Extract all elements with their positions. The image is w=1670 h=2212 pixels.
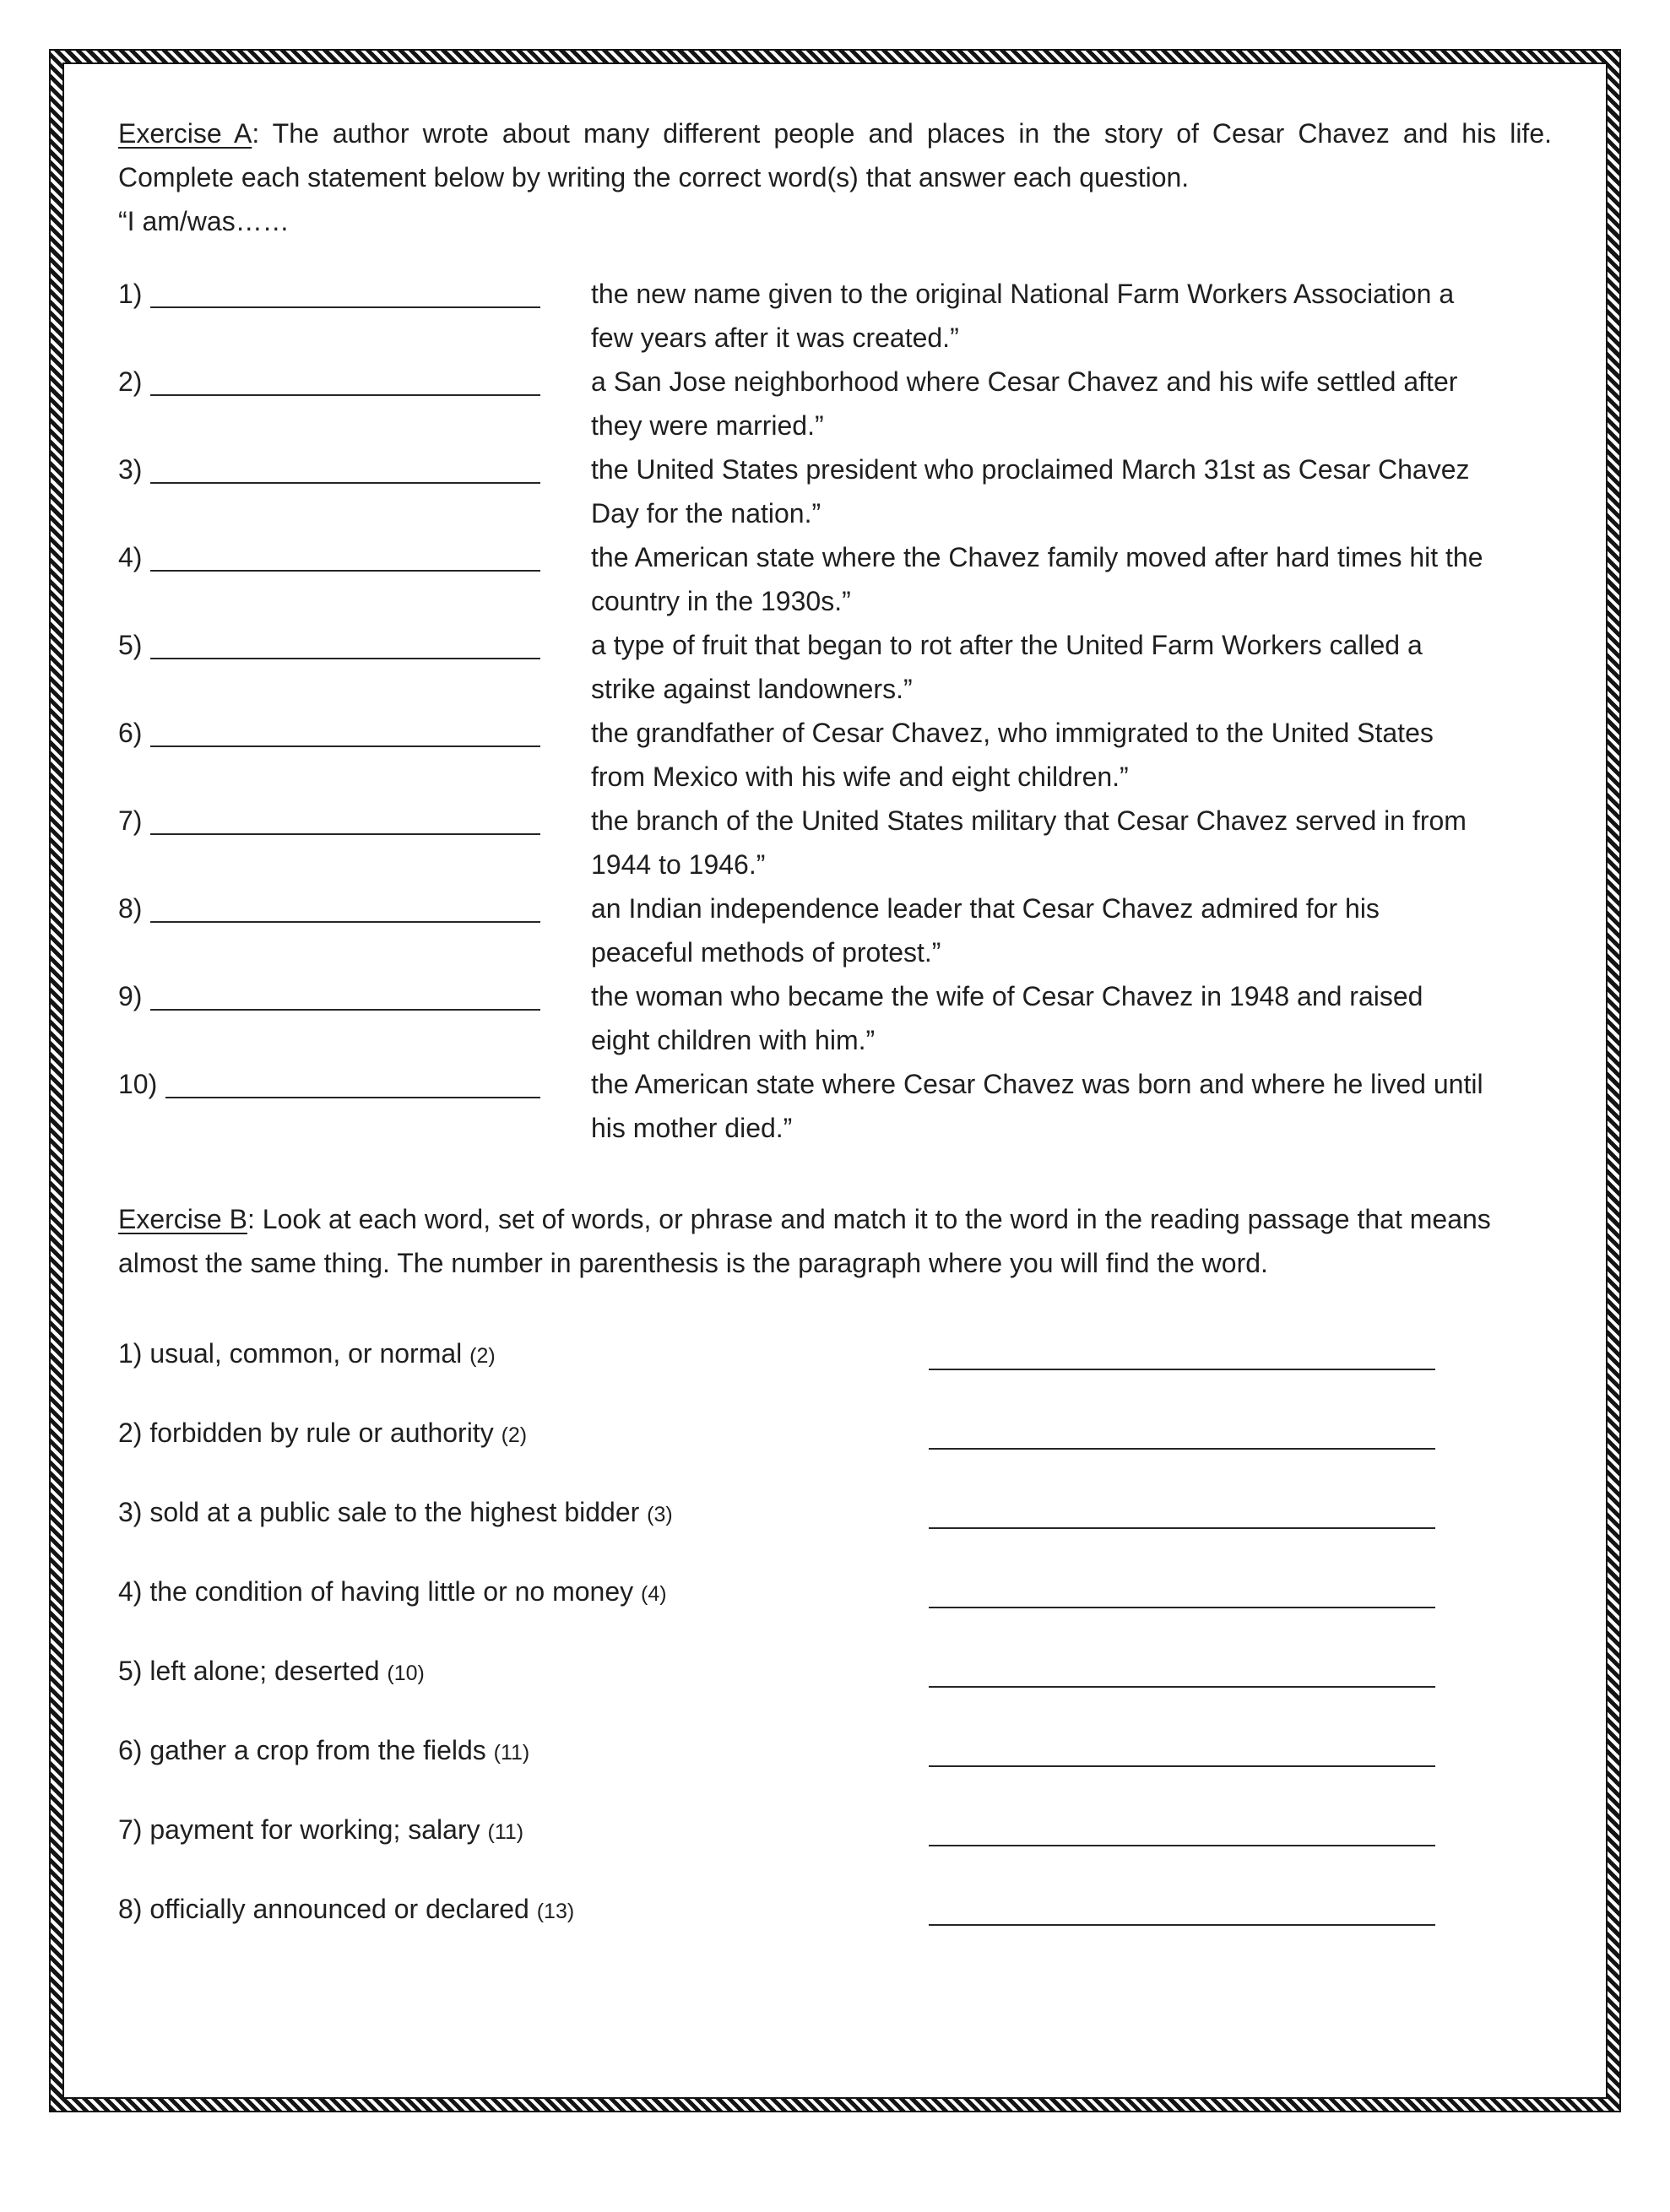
exercise-b-instructions: : Look at each word, set of words, or phrase and match it to the word in the reading passage that means almost the same thing. The number in parenthesis is the paragraph where you will find the word. <box>118 1204 1491 1278</box>
fill-in-item <box>118 447 1552 535</box>
exercise-a-intro <box>118 111 1552 199</box>
definition <box>118 1490 929 1537</box>
number-and-blank <box>118 886 540 930</box>
fill-in-item <box>118 272 1552 360</box>
item-description: the new name given to the original National Farm Workers Association a few years after it was created.” <box>591 279 1455 353</box>
match-item <box>118 1889 1552 1933</box>
answer-blank[interactable] <box>150 394 540 396</box>
item-number: 3) <box>118 454 143 485</box>
exercise-b-intro <box>118 1197 1552 1285</box>
paragraph-ref: (2) <box>469 1344 496 1368</box>
decorative-border <box>51 51 1619 2111</box>
fill-in-item <box>118 1062 1552 1150</box>
item-description: a type of fruit that began to rot after the United Farm Workers called a strike against landowners.” <box>591 630 1423 704</box>
answer-blank[interactable] <box>929 1369 1435 1370</box>
item-number: 5) <box>118 1656 150 1686</box>
answer-blank[interactable] <box>150 833 540 835</box>
fill-in-item <box>118 711 1552 799</box>
answer-blank[interactable] <box>929 1607 1435 1608</box>
paragraph-ref: (3) <box>647 1503 673 1526</box>
number-and-blank <box>118 623 540 667</box>
answer-blank[interactable] <box>929 1448 1435 1450</box>
match-item <box>118 1651 1552 1695</box>
definition-text: the condition of having little or no money <box>149 1576 642 1607</box>
match-item <box>118 1572 1552 1616</box>
fill-in-item <box>118 360 1552 447</box>
paragraph-ref: (10) <box>387 1662 425 1685</box>
definition-text: officially announced or declared <box>149 1894 537 1924</box>
number-and-blank <box>118 711 540 755</box>
definition-text: sold at a public sale to the highest bidder <box>149 1497 648 1527</box>
match-item <box>118 1334 1552 1378</box>
item-number: 8) <box>118 893 143 924</box>
answer-blank[interactable] <box>929 1845 1435 1846</box>
definition <box>118 1808 929 1854</box>
item-description: the grandfather of Cesar Chavez, who immigrated to the United States from Mexico with his wife and eight children.” <box>591 718 1434 792</box>
fill-in-item <box>118 886 1552 974</box>
item-description: the United States president who proclaimed March 31st as Cesar Chavez Day for the nation.” <box>591 454 1470 529</box>
item-number: 3) <box>118 1497 150 1527</box>
answer-blank[interactable] <box>150 921 540 923</box>
paragraph-ref: (2) <box>501 1423 528 1447</box>
answer-blank[interactable] <box>165 1097 540 1098</box>
number-and-blank <box>118 974 540 1018</box>
number-and-blank <box>118 360 540 404</box>
answer-blank[interactable] <box>929 1765 1435 1767</box>
item-number: 4) <box>118 1576 150 1607</box>
item-number: 6) <box>118 1735 150 1765</box>
answer-blank[interactable] <box>929 1686 1435 1688</box>
paragraph-ref: (11) <box>487 1820 524 1844</box>
match-item <box>118 1731 1552 1775</box>
definition-text: forbidden by rule or authority <box>149 1418 502 1448</box>
answer-blank[interactable] <box>150 482 540 484</box>
exercise-b-items <box>118 1334 1552 1933</box>
paragraph-ref: (11) <box>493 1741 530 1765</box>
number-and-blank <box>118 535 540 579</box>
definition-text: payment for working; salary <box>149 1814 488 1845</box>
answer-blank[interactable] <box>929 1527 1435 1529</box>
answer-blank[interactable] <box>929 1924 1435 1926</box>
answer-blank[interactable] <box>150 306 540 308</box>
item-description: the American state where Cesar Chavez was born and where he lived until his mother died.” <box>591 1069 1483 1143</box>
item-description: a San Jose neighborhood where Cesar Chavez and his wife settled after they were married.” <box>591 366 1458 441</box>
item-description: the American state where the Chavez family moved after hard times hit the country in the 1930s.” <box>591 542 1483 616</box>
item-description: the branch of the United States military that Cesar Chavez served in from 1944 to 1946.” <box>591 805 1467 880</box>
paragraph-ref: (13) <box>536 1900 575 1923</box>
item-description: the woman who became the wife of Cesar Chavez in 1948 and raised eight children with him.” <box>591 981 1423 1055</box>
item-description: an Indian independence leader that Cesar Chavez admired for his peaceful methods of protest.” <box>591 893 1380 968</box>
number-and-blank <box>118 272 540 316</box>
number-and-blank <box>118 1062 540 1106</box>
definition <box>118 1887 929 1933</box>
answer-blank[interactable] <box>150 745 540 747</box>
match-item <box>118 1413 1552 1457</box>
exercise-a-instructions: : The author wrote about many different people and places in the story of Cesar Chavez and his life. Complete each statement below by writing the correct word(s) that answer each question. <box>118 118 1553 192</box>
paragraph-ref: (4) <box>641 1582 667 1606</box>
definition-text: left alone; deserted <box>149 1656 388 1686</box>
item-number: 2) <box>118 366 143 397</box>
fill-in-item <box>118 799 1552 886</box>
definition <box>118 1331 929 1378</box>
fill-in-item <box>118 535 1552 623</box>
item-number: 10) <box>118 1069 158 1099</box>
exercise-a-section <box>118 111 1552 1150</box>
definition <box>118 1649 929 1695</box>
item-number: 7) <box>118 1814 150 1845</box>
item-number: 2) <box>118 1418 150 1448</box>
definition <box>118 1570 929 1616</box>
worksheet-page <box>0 51 1670 2111</box>
answer-blank[interactable] <box>150 570 540 572</box>
item-number: 1) <box>118 1338 150 1369</box>
definition <box>118 1411 929 1457</box>
exercise-a-items <box>118 272 1552 1150</box>
item-number: 1) <box>118 279 143 309</box>
number-and-blank <box>118 447 540 491</box>
match-item <box>118 1810 1552 1854</box>
match-item <box>118 1493 1552 1537</box>
number-and-blank <box>118 799 540 843</box>
item-number: 8) <box>118 1894 150 1924</box>
definition-text: gather a crop from the fields <box>149 1735 494 1765</box>
exercise-a-title: Exercise A <box>118 118 252 149</box>
exercise-b-section <box>118 1197 1552 1933</box>
item-number: 6) <box>118 718 143 748</box>
definition-text: usual, common, or normal <box>149 1338 470 1369</box>
exercise-b-title: Exercise B <box>118 1204 247 1234</box>
item-number: 5) <box>118 630 143 660</box>
answer-blank[interactable] <box>150 658 540 659</box>
item-number: 4) <box>118 542 143 572</box>
answer-blank[interactable] <box>150 1009 540 1011</box>
item-number: 9) <box>118 981 143 1011</box>
exercise-a-lead-in: “I am/was…… <box>118 206 290 236</box>
fill-in-item <box>118 623 1552 711</box>
item-number: 7) <box>118 805 143 836</box>
fill-in-item <box>118 974 1552 1062</box>
definition <box>118 1728 929 1775</box>
